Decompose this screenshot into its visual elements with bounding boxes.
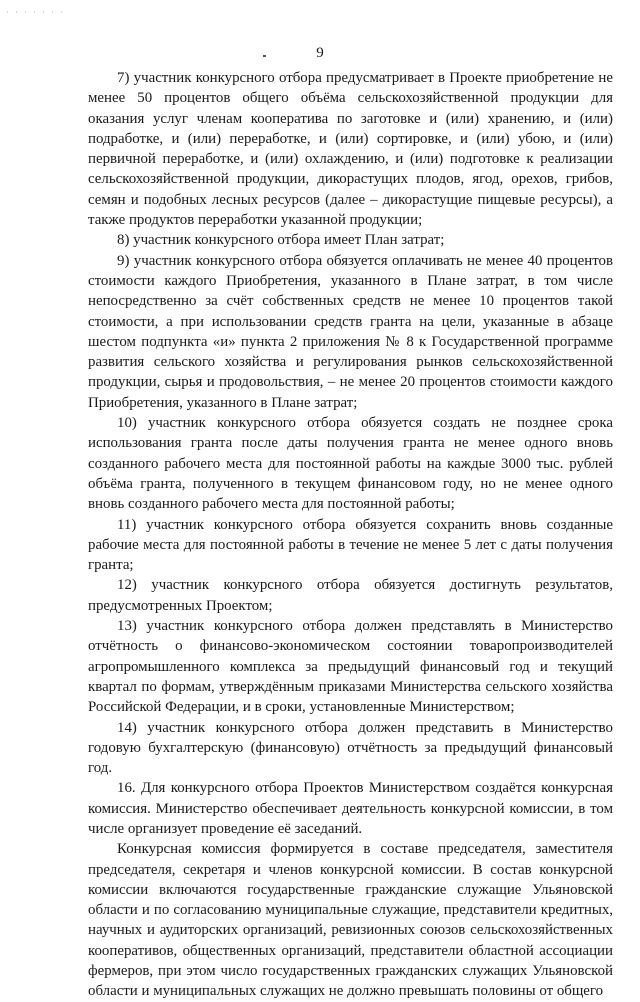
paragraph-section-16: 16. Для конкурсного отбора Проектов Министерством создаётся конкурсная комиссия. Министерство обеспечивает деятельность конкурсной комиссии, в том числе организует проведение её заседаний.: [88, 780, 613, 837]
paragraph-item-14: 14) участник конкурсного отбора должен представить в Министерство годовую бухгалтерскую (финансовую) отчётность за предыдущий финансовый год.: [88, 719, 613, 777]
scan-artifact: · · · · · · ·: [6, 8, 66, 17]
paragraph-item-8: 8) участник конкурсного отбора имеет План затрат;: [117, 232, 445, 249]
paragraph-commission-composition: Конкурсная комиссия формируется в составе председателя, заместителя председателя, секретаря и членов конкурсной комиссии. В состав конкурсной комиссии включаются государственные гражданские служащие Ульяновской области и по согласованию муниципальные служащие, представители кредитных, научных и аудиторских организаций, ревизионных союзов сельскохозяйственных кооперативов, общественных организаций, представители областной ассоциации фермеров, при этом число государственных гражданских служащих Ульяновской области и муниципальных служащих не должно превышать половины от общего: [88, 841, 613, 1000]
page-number: 9: [316, 45, 324, 61]
paragraph-item-10: 10) участник конкурсного отбора обязуется создать не позднее срока использования гранта после даты получения гранта не менее одного вновь созданного рабочего места для постоянной работы на каждые 3000 тыс. рублей объёма гранта, полученного в текущем финансовом году, но не менее одного вновь созданного рабочего места для постоянной работы;: [88, 415, 613, 513]
paragraph-item-13: 13) участник конкурсного отбора должен представлять в Министерство отчётность о финансово-экономическом состоянии товаропроизводителей агропромышленного комплекса за предыдущий финансовый год и текущий квартал по формам, утверждённым приказами Министерства сельского хозяйства Российской Федерации, и в сроки, установленные Министерством;: [88, 618, 613, 716]
paragraph-item-11: 11) участник конкурсного отбора обязуется сохранить вновь созданные рабочие места для постоянной работы в течение не менее 5 лет с даты получения гранта;: [88, 516, 613, 574]
paragraph-item-12: 12) участник конкурсного отбора обязуется достигнуть результатов, предусмотренных Проектом;: [88, 577, 613, 614]
scan-speck: [263, 55, 266, 57]
document-body: [88, 68, 613, 1002]
paragraph-item-9: 9) участник конкурсного отбора обязуется оплачивать не менее 40 процентов стоимости каждого Приобретения, указанного в Плане затрат, в том числе непосредственно за счёт собственных средств не менее 10 процентов такой стоимости, а при использовании средств гранта на цели, указанные в абзаце шестом подпункта «и» пункта 2 приложения № 8 к Государственной программе развития сельского хозяйства и регулирования рынков сельскохозяйственной продукции, сырья и продовольствия, – не менее 20 процентов стоимости каждого Приобретения, указанного в Плане затрат;: [88, 252, 613, 411]
paragraph-item-7: 7) участник конкурсного отбора предусматривает в Проекте приобретение не менее 50 процентов общего объёма сельскохозяйственной продукции для оказания услуг членам кооператива по заготовке и (или) хранению, и (или) подработке, и (или) переработке, и (или) сортировке, и (или) убою, и (или) первичной переработке, и (или) охлаждению, и (или) подготовке к реализации сельскохозяйственной продукции, дикорастущих плодов, ягод, орехов, грибов, семян и подобных лесных ресурсов (далее – дикорастущие пищевые ресурсы), а также продуктов переработки указанной продукции;: [88, 70, 613, 229]
